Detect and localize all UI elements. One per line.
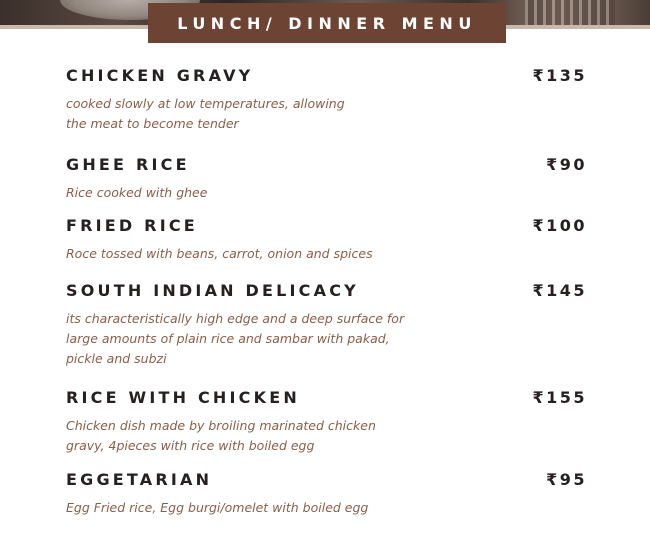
menu-item-price: ₹145 [532,281,587,300]
menu-item-description: its characteristically high edge and a deep surface for large amounts of plain rice and sambar with pakad, pickle and subzi [66,311,405,366]
menu-item-description: Roce tossed with beans, carrot, onion and spices [66,246,373,261]
menu-item-description: Rice cooked with ghee [66,185,208,200]
menu-item-name: RICE WITH CHICKEN [66,388,300,407]
menu-item-name: SOUTH INDIAN DELICACY [66,281,359,300]
menu-item-price: ₹90 [546,155,587,174]
menu-item-description: Egg Fried rice, Egg burgi/omelet with boiled egg [66,500,369,515]
menu-item-description: cooked slowly at low temperatures, allowing the meat to become tender [66,96,345,131]
menu-item-name: GHEE RICE [66,155,190,174]
menu-title-banner: LUNCH/ DINNER MENU [148,3,506,43]
menu-item-name: EGGETARIAN [66,470,213,489]
menu-item-price: ₹155 [532,388,587,407]
menu-item-price: ₹95 [546,470,587,489]
menu-item-price: ₹100 [532,216,587,235]
menu-item-name: CHICKEN GRAVY [66,66,254,85]
menu-item-price: ₹135 [532,66,587,85]
cutlery-image [525,0,615,25]
menu-item-name: FRIED RICE [66,216,198,235]
menu-item-description: Chicken dish made by broiling marinated chicken gravy, 4pieces with rice with boiled egg [66,418,376,453]
